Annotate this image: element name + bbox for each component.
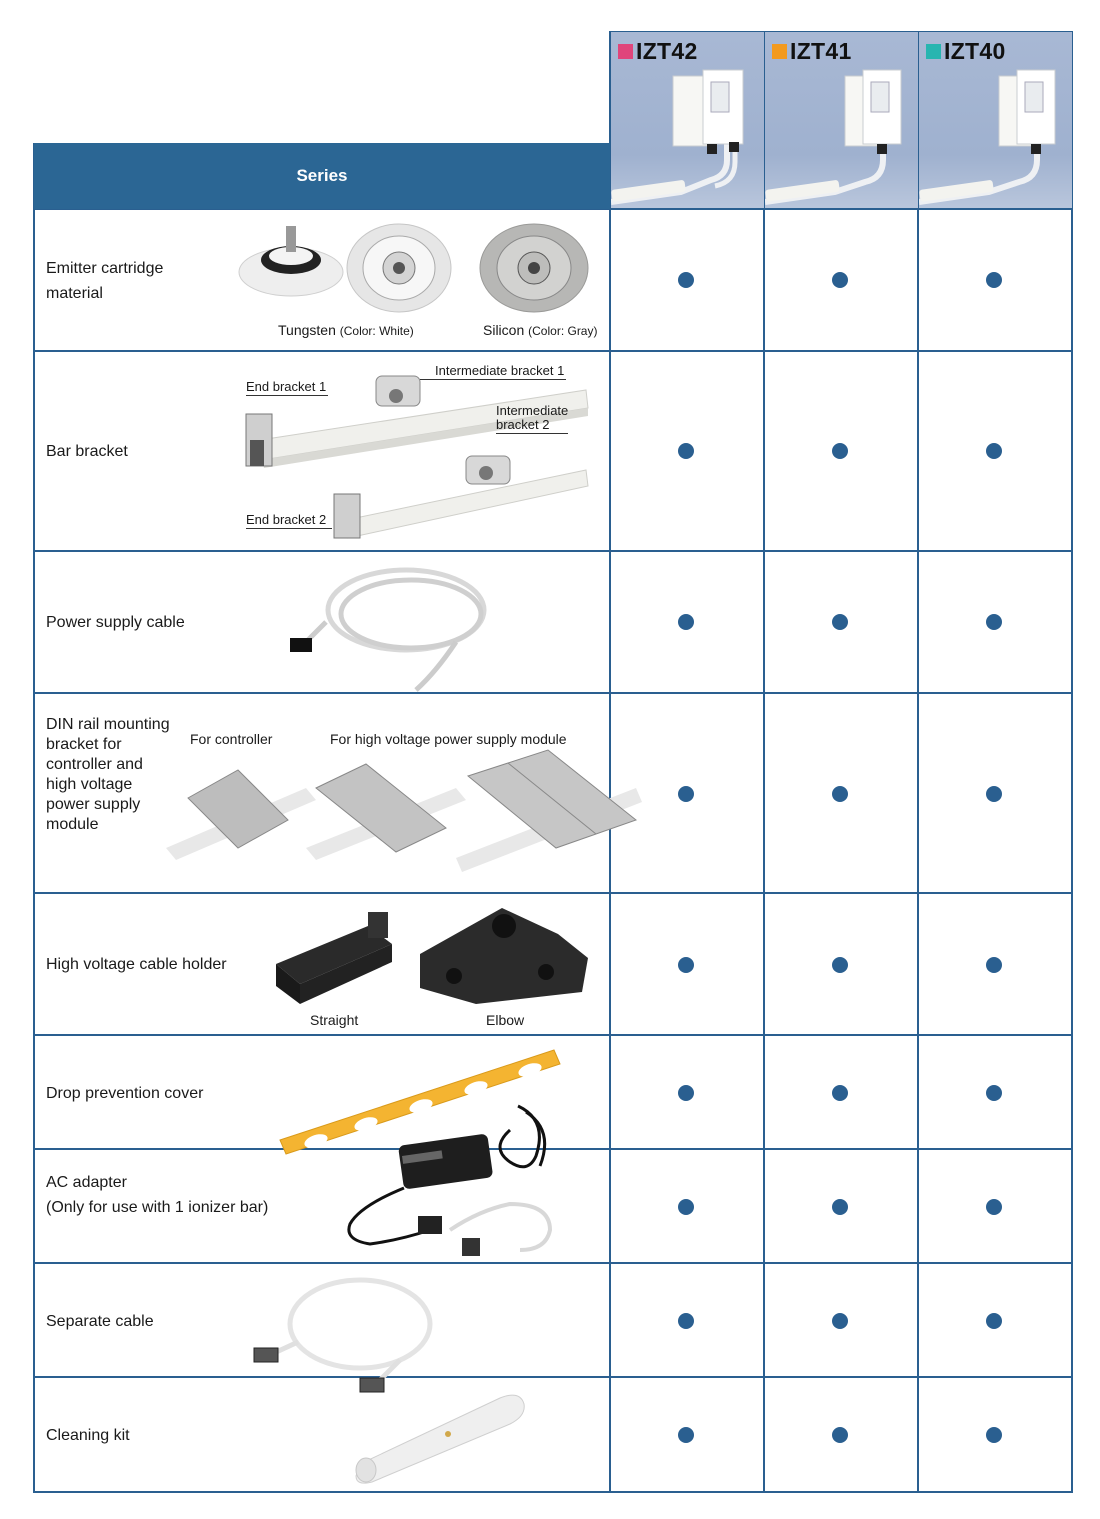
compat-dot	[832, 786, 848, 802]
leader-line	[420, 379, 566, 380]
caption-for-hv-module: For high voltage power supply module	[330, 731, 567, 747]
row-label-hv-cable-holder: High voltage cable holder	[46, 956, 227, 973]
caption-intermediate-bracket-2b: bracket 2	[496, 417, 550, 432]
caption-intermediate-bracket-1: Intermediate bracket 1	[435, 363, 565, 378]
controller-image	[765, 32, 918, 208]
compat-dot	[832, 272, 848, 288]
caption-silicon: Silicon (Color: Gray)	[483, 322, 598, 338]
compat-dot	[678, 1199, 694, 1215]
power-supply-cable-image	[286, 562, 506, 694]
compat-dot	[678, 443, 694, 459]
caption-tungsten: Tungsten (Color: White)	[278, 322, 414, 338]
compat-dot	[986, 272, 1002, 288]
compat-dot	[986, 614, 1002, 630]
ac-adapter-image	[340, 1100, 562, 1266]
leader-line	[246, 528, 332, 529]
compat-dot	[678, 1427, 694, 1443]
compat-dot	[986, 1199, 1002, 1215]
compat-dot	[986, 1085, 1002, 1101]
product-name: IZT41	[790, 38, 852, 64]
cleaning-kit-image	[350, 1384, 530, 1486]
leader-line	[496, 433, 568, 434]
compat-dot	[678, 272, 694, 288]
row-label-drop-prevention-cover: Drop prevention cover	[46, 1085, 204, 1102]
product-header-izt40	[919, 32, 1072, 208]
hv-cable-holder-image	[270, 904, 600, 1012]
caption-straight: Straight	[310, 1012, 359, 1028]
leader-line	[246, 395, 328, 396]
series-header	[34, 143, 610, 209]
compat-dot	[832, 1427, 848, 1443]
compat-dot	[832, 1313, 848, 1329]
controller-image	[611, 32, 764, 208]
compat-dot	[832, 957, 848, 973]
compat-dot	[986, 443, 1002, 459]
compat-dot	[832, 1085, 848, 1101]
compat-dot	[986, 957, 1002, 973]
row-label-bar-bracket: Bar bracket	[46, 443, 128, 460]
row-label-din-rail-bracket: DIN rail mounting bracket for controller and high voltage power supply module	[46, 716, 170, 833]
compat-dot	[678, 614, 694, 630]
compat-dot	[678, 1085, 694, 1101]
emitter-cartridge-image	[236, 220, 596, 316]
compat-dot	[986, 1313, 1002, 1329]
compat-dot	[986, 1427, 1002, 1443]
row-label-power-supply-cable: Power supply cable	[46, 614, 185, 631]
caption-elbow: Elbow	[486, 1012, 525, 1028]
series-label: Series	[296, 166, 348, 185]
compat-dot	[832, 1199, 848, 1215]
row-label-ac-adapter: AC adapter (Only for use with 1 ionizer bar)	[46, 1174, 269, 1216]
row-label-cleaning-kit: Cleaning kit	[46, 1427, 130, 1444]
separate-cable-image	[250, 1270, 440, 1400]
controller-image	[919, 32, 1072, 208]
caption-intermediate-bracket-2a: Intermediate	[496, 403, 569, 418]
caption-end-bracket-1: End bracket 1	[246, 379, 327, 394]
compat-dot	[678, 1313, 694, 1329]
compat-dot	[678, 957, 694, 973]
product-name: IZT42	[636, 38, 698, 64]
row-label-separate-cable: Separate cable	[46, 1313, 154, 1330]
product-name: IZT40	[944, 38, 1006, 64]
caption-for-controller: For controller	[190, 731, 273, 747]
compat-dot	[986, 786, 1002, 802]
compat-dot	[832, 614, 848, 630]
compat-dot	[678, 786, 694, 802]
row-label-emitter-cartridge: Emitter cartridge material	[46, 260, 164, 302]
compat-dot	[832, 443, 848, 459]
din-rail-bracket-image	[166, 748, 642, 888]
product-header-izt42	[611, 32, 764, 208]
product-header-izt41	[765, 32, 918, 208]
caption-end-bracket-2: End bracket 2	[246, 512, 327, 527]
